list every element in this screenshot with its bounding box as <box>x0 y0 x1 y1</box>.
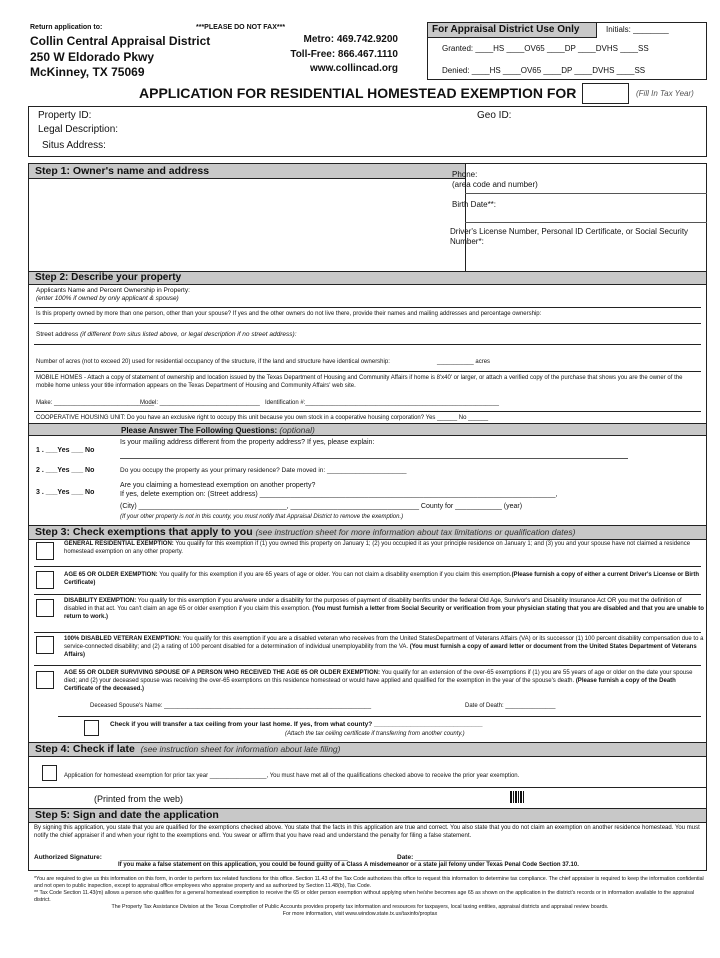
return-label: Return application to: <box>30 24 103 31</box>
q1-yes-no[interactable]: 1 . ___Yes ___ No <box>36 447 95 454</box>
granted-row[interactable]: Granted: ____HS ____OV65 ____DP ____DVHS ____SS <box>442 44 649 53</box>
denied-row[interactable]: Denied: ____HS ____OV65 ____DP ____DVHS ____SS <box>442 66 646 75</box>
initials-field[interactable]: Initials: ________ <box>606 25 669 34</box>
late-filing-text[interactable]: Application for homestead exemption for prior tax year _________________, You must have met all of the qualifications checked above to receive the prior year exemption. <box>64 773 520 779</box>
barcode-icon <box>510 791 524 803</box>
date-field[interactable]: ________________________ <box>415 854 502 861</box>
street-address-hint: (if different from situs listed above, or legal description if no street address): <box>80 331 297 338</box>
disability-exemption-checkbox[interactable] <box>36 599 54 617</box>
footnote-2: ** Tax Code Section 11.43(m) allows a person who qualifies for a general homestead exemption to receive the 65 or older person exemption without applying when he/she becomes age 65 as shown on the application in the district's records or in information available to the appraisal district. <box>34 890 695 903</box>
step4-header: Step 4: Check if late (see instruction sheet for information about late filing) <box>28 742 707 757</box>
signature-label: Authorized Signature: <box>34 854 102 861</box>
tollfree-phone: Toll-Free: 866.467.1110 <box>290 49 398 60</box>
surviving-spouse-checkbox[interactable] <box>36 671 54 689</box>
q3-street-field[interactable]: If yes, delete exemption on: (Street address) ____________________________________________________________________________, <box>120 491 558 498</box>
applicants-label[interactable]: Applicants Name and Percent Ownership in Property: <box>36 287 190 294</box>
model-field[interactable]: Model: ______________________________ <box>140 400 260 406</box>
step2-header: Step 2: Describe your property <box>28 271 707 285</box>
penalty-warning: If you make a false statement on this application, you could be found guilty of a Class A misdemeanor or a state jail felony under Texas Penal Code Section 37.10. <box>118 862 579 868</box>
make-field[interactable]: Make: ______________________________ <box>36 400 155 406</box>
mobile-homes-text: MOBILE HOMES - Attach a copy of statement of ownership and location issued by the Texas Department of Housing and Community Affairs if home is 8'x40' or larger, or attach a verified copy of the purchase that shows you are the owner of the mobile home unless your title information appears on the Texas Department of Housing and Community Affairs' web site. <box>36 375 683 389</box>
date-label: Date: <box>397 854 414 861</box>
property-box <box>28 106 707 157</box>
applicants-hint: (enter 100% if owned by only applicant & spouse) <box>36 295 179 302</box>
street-address-label[interactable]: Street address <box>36 331 79 338</box>
multi-owner-label[interactable]: Is this property owned by more than one person, other than your spouse? If yes and the other owners do not live there, provide their names and mailing addresses and percentage ownership: <box>36 311 542 317</box>
acres-field[interactable]: ___________ acres <box>437 359 491 365</box>
disability-exemption-text: DISABILITY EXEMPTION: You qualify for this exemption if you are/were under a disability for the purposes of payment of disability benfits under the federal Old Age, Survivor's and Disability Insurance Act OR you met the definition of disabled in that act. You can't claim an age 65 or older exemption if you claim this exemption. (You must furnish a letter from Social Security or verification from your physician stating that you are disabled and that you are unable to return to work.) <box>64 598 704 620</box>
more-info-link[interactable]: For more information, visit www.window.state.tx.us/taxinfo/proptax <box>282 911 438 917</box>
website: www.collincad.org <box>310 63 398 74</box>
q1-text: Is your mailing address different from the property address? If yes, please explain: <box>120 439 375 446</box>
date-of-death-field[interactable]: Date of Death: _______________ <box>465 703 556 709</box>
owner-name-address-field[interactable] <box>30 180 464 270</box>
surviving-spouse-text: AGE 55 OR OLDER SURVIVING SPOUSE OF A PERSON WHO RECEIVED THE AGE 65 OR OLDER EXEMPTION: You qualify for an extension of the over-65 exemptions if (1) you are 55 years of age or older on the date your spouse died; and (2) your deceased spouse was receiving the over-65 exemptions on this residence homestead or would have applied and qualified for the exemption in the year of the spouse's death. (Please furnish a copy of the Death Certificate of the deceased.) <box>64 670 693 692</box>
dl-ssn-label[interactable]: Driver's License Number, Personal ID Certificate, or Social Security Number*: <box>450 227 689 247</box>
page-title: APPLICATION FOR RESIDENTIAL HOMESTEAD EXEMPTION FOR <box>139 85 577 101</box>
deceased-spouse-name-field[interactable]: Deceased Spouse's Name: ______________________________________________________________ <box>90 703 372 709</box>
veteran-exemption-checkbox[interactable] <box>36 636 54 654</box>
q3-yes-no[interactable]: 3 . ___Yes ___ No <box>36 489 95 496</box>
q3-note: (If your other property is not in this county, you must notify that Appraisal District to remove the exemption.) <box>120 514 404 520</box>
general-exemption-checkbox[interactable] <box>36 542 54 560</box>
phone-hint: (area code and number) <box>452 180 538 189</box>
tax-year-hint: (Fill In Tax Year) <box>636 89 694 98</box>
printed-from-web: (Printed from the web) <box>94 794 184 804</box>
district-use-title: For Appraisal District Use Only <box>427 22 597 38</box>
legal-description-label: Legal Description: <box>38 124 119 135</box>
age65-exemption-checkbox[interactable] <box>36 571 54 589</box>
property-id-label: Property ID: <box>38 110 92 121</box>
acres-label: Number of acres (not to exceed 20) used for residential occupancy of the structure, if the land and structure have identical ownership: <box>36 359 390 365</box>
footnote-1: *You are required to give us this information on this form, in order to perform tax related functions for this office. Section 11.43 of the Tax Code authorizes this office to request this information to determine tax compliance. The chief appraiser is required to keep the information confidential and not open to public inspection, except to appraisal office employees who appraise property and as authorized by Section 11.48(b), Tax Code. <box>34 876 704 889</box>
no-fax-notice: ***PLEASE DO NOT FAX*** <box>196 24 286 31</box>
org-address2: McKinney, TX 75069 <box>30 65 145 79</box>
step1-header: Step 1: Owner's name and address <box>28 163 466 179</box>
transfer-ceiling-text[interactable]: Check if you will transfer a tax ceiling from your last home. If yes, from what county? ______________________________ <box>110 721 483 728</box>
questions-header: Please Answer The Following Questions: (optional) <box>28 423 707 436</box>
step5-header: Step 5: Sign and date the application <box>28 808 707 823</box>
geo-id-label: Geo ID: <box>477 110 512 121</box>
q3-city-county-field[interactable]: (City) ______________________________________, _________________________________ County for ____________ (year) <box>120 503 523 510</box>
situs-address-label: Situs Address: <box>42 140 106 151</box>
birth-date-label[interactable]: Birth Date**: <box>452 200 497 209</box>
veteran-exemption-text: 100% DISABLED VETERAN EXEMPTION: You qualify for this exemption if you are a disabled veteran who receives from the United StatesDepartment of Veterans Affairs (VA) or its successor (1) 100 percent disability compensation due to a service-connected disability; and (2) a rating of 100 percent disabled for a determination of individual unemployability from the VA. (You must furnish a copy of award letter or document from the United States Department of Veterans Affairs) <box>64 636 704 658</box>
ptad-note: The Property Tax Assistance Division at the Texas Comptroller of Public Accounts provides property tax information and resources for taxpayers, local taxing entities, appraisal districts and appraisal review boards. <box>111 904 609 910</box>
signature-field[interactable]: _______________________________________________________________ <box>120 854 348 861</box>
metro-phone: Metro: 469.742.9200 <box>303 34 398 45</box>
identification-field[interactable]: Identification #:__________________________________________________________ <box>265 400 499 406</box>
step3-header: Step 3: Check exemptions that apply to you (see instruction sheet for more information about tax limitations or qualification dates) <box>28 525 707 540</box>
phone-label[interactable]: Phone: <box>452 170 478 179</box>
org-name: Collin Central Appraisal District <box>30 34 211 48</box>
transfer-ceiling-checkbox[interactable] <box>84 720 99 736</box>
q2-text[interactable]: Do you occupy the property as your primary residence? Date moved in: ______________________ <box>120 467 407 474</box>
late-filing-checkbox[interactable] <box>42 765 57 781</box>
age65-exemption-text: AGE 65 OR OLDER EXEMPTION: You qualify for this exemption if you are 65 years of age or older. You can not claim a disability exemption if you claim this exemption.(Please furnish a copy of either a current Driver's License or Birth Certificate) <box>64 572 700 586</box>
q2-yes-no[interactable]: 2 . ___Yes ___ No <box>36 467 95 474</box>
q3-text: Are you claiming a homestead exemption on another property? <box>120 482 316 489</box>
cooperative-housing-question[interactable]: COOPERATIVE HOUSING UNIT: Do you have an exclusive right to occupy this unit because you own stock in a cooperative housing corporation? Yes ______ No ______ <box>36 415 489 421</box>
step5-statement: By signing this application, you state that you are qualified for the exemptions checked above. You state that the facts in this application are true and correct. You also state that you do not claim an exemption on another residence homestead. You must notify the chief appraiser if and when your right to the exemptions end. You swear or affirm that you have read and understand the penalty for filing a false statement. <box>34 825 700 839</box>
transfer-ceiling-note: (Attach the tax ceiling certificate if transferring from another county.) <box>285 731 465 737</box>
tax-year-input[interactable] <box>582 83 629 104</box>
org-address1: 250 W Eldorado Pkwy <box>30 50 155 64</box>
general-exemption-text: GENERAL RESIDENTIAL EXEMPTION: You qualify for this exemption if (1) you owned this property on January 1; (2) you occupied it as your principle residence on January 1; and (3) you and your spouse have not claimed a residence homestead exemption on any other property. <box>64 541 691 555</box>
